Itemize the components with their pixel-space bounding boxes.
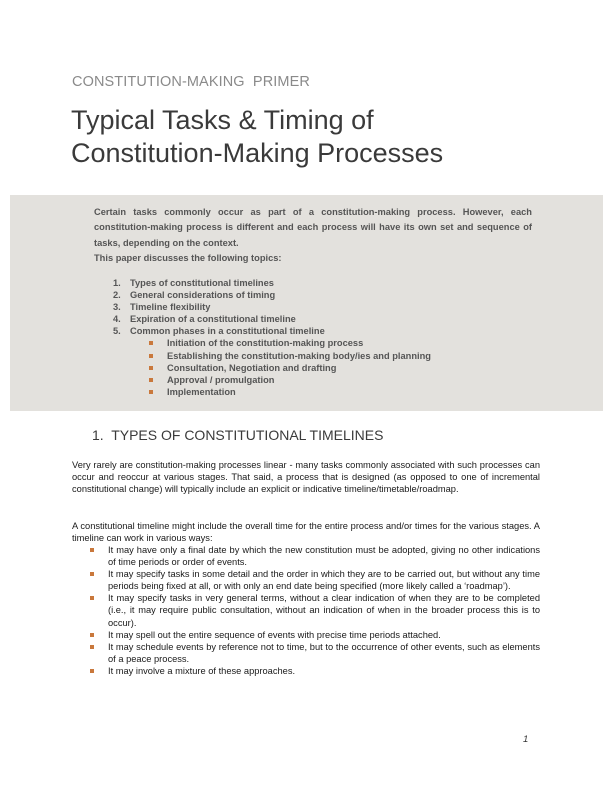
topic-number: 4.	[113, 314, 121, 325]
list-item-text: It may specify tasks in some detail and the order in which they are to be carried out, but without any time periods being fixed at all, or with only an end date being specified (more likely called a ‘roadmap’).	[108, 569, 540, 592]
phase-label: Consultation, Negotiation and drafting	[167, 362, 337, 373]
topic-label: Timeline flexibility	[130, 302, 211, 313]
topic-item	[113, 325, 431, 398]
list-item	[90, 568, 540, 592]
phase-label: Establishing the constitution-making body/ies and planning	[167, 350, 431, 361]
topics-list	[113, 277, 431, 398]
square-bullet-icon	[90, 669, 94, 673]
summary-intro: Certain tasks commonly occur as part of a constitution-making process. However, each constitution-making process is different and each process will have its own set and sequence of tasks, depending on the context.	[94, 207, 532, 248]
topic-number: 5.	[113, 326, 121, 337]
list-item	[90, 629, 540, 641]
topic-label: General considerations of timing	[130, 290, 276, 301]
square-bullet-icon	[149, 341, 153, 345]
title-line-1: Typical Tasks & Timing of	[71, 105, 374, 135]
topic-label: Common phases in a constitutional timeline	[130, 326, 325, 337]
list-item	[90, 665, 540, 677]
summary-box	[10, 195, 603, 411]
topic-label: Types of constitutional timelines	[130, 278, 274, 288]
topic-item	[113, 277, 431, 289]
list-item	[90, 641, 540, 665]
page-title	[71, 104, 443, 170]
list-item-text: It may specify tasks in very general terms, without a clear indication of when they are to be completed (i.e., it may require public consultation, without an indication of when in the broader process this is to occur).	[108, 593, 540, 628]
square-bullet-icon	[90, 596, 94, 600]
square-bullet-icon	[149, 390, 153, 394]
list-item	[90, 544, 540, 568]
phase-item	[149, 386, 431, 398]
topic-item	[113, 301, 431, 313]
topics-label: This paper discusses the following topics:	[94, 253, 282, 263]
topic-item	[113, 313, 431, 325]
square-bullet-icon	[90, 572, 94, 576]
phase-label: Initiation of the constitution-making process	[167, 338, 364, 349]
phase-item	[149, 362, 431, 374]
phase-item	[149, 337, 431, 349]
square-bullet-icon	[90, 548, 94, 552]
body-paragraph: A constitutional timeline might include the overall time for the entire process and/or times for the various stages. A timeline can work in various ways:	[72, 521, 540, 544]
section-heading: 1. TYPES OF CONSTITUTIONAL TIMELINES	[92, 427, 384, 443]
document-eyebrow: CONSTITUTION-MAKING PRIMER	[72, 74, 310, 90]
phase-item	[149, 350, 431, 362]
list-item-text: It may spell out the entire sequence of events with precise time periods attached.	[108, 629, 441, 640]
topic-label: Expiration of a constitutional timeline	[130, 314, 296, 325]
body-paragraph: Very rarely are constitution-making processes linear - many tasks commonly associated with such processes can occur and reoccur at various stages. That said, a process that is designed (as opposed to one of incremental constitutional change) will typically include an explicit or indicative timeline/timetable/roadmap.	[72, 460, 540, 495]
list-item	[90, 592, 540, 628]
phase-label: Implementation	[167, 386, 236, 397]
square-bullet-icon	[149, 378, 153, 382]
timeline-ways-list	[90, 544, 540, 677]
list-item-text: It may involve a mixture of these approaches.	[108, 665, 296, 676]
square-bullet-icon	[90, 645, 94, 649]
square-bullet-icon	[149, 366, 153, 370]
topic-number: 2.	[113, 290, 121, 301]
square-bullet-icon	[149, 354, 153, 358]
topic-number: 1.	[113, 278, 121, 288]
topic-item	[113, 289, 431, 301]
list-item-text: It may schedule events by reference not to time, but to the occurrence of other events, such as elements of a peace process.	[108, 641, 540, 664]
title-line-2: Constitution-Making Processes	[71, 138, 444, 168]
list-item-text: It may have only a final date by which the new constitution must be adopted, giving no other indications of time periods or order of events.	[108, 545, 540, 568]
square-bullet-icon	[90, 633, 94, 637]
phase-label: Approval / promulgation	[167, 374, 275, 385]
page-number: 1	[523, 734, 529, 745]
topic-number: 3.	[113, 302, 121, 313]
phases-list	[113, 337, 431, 397]
phase-item	[149, 374, 431, 386]
